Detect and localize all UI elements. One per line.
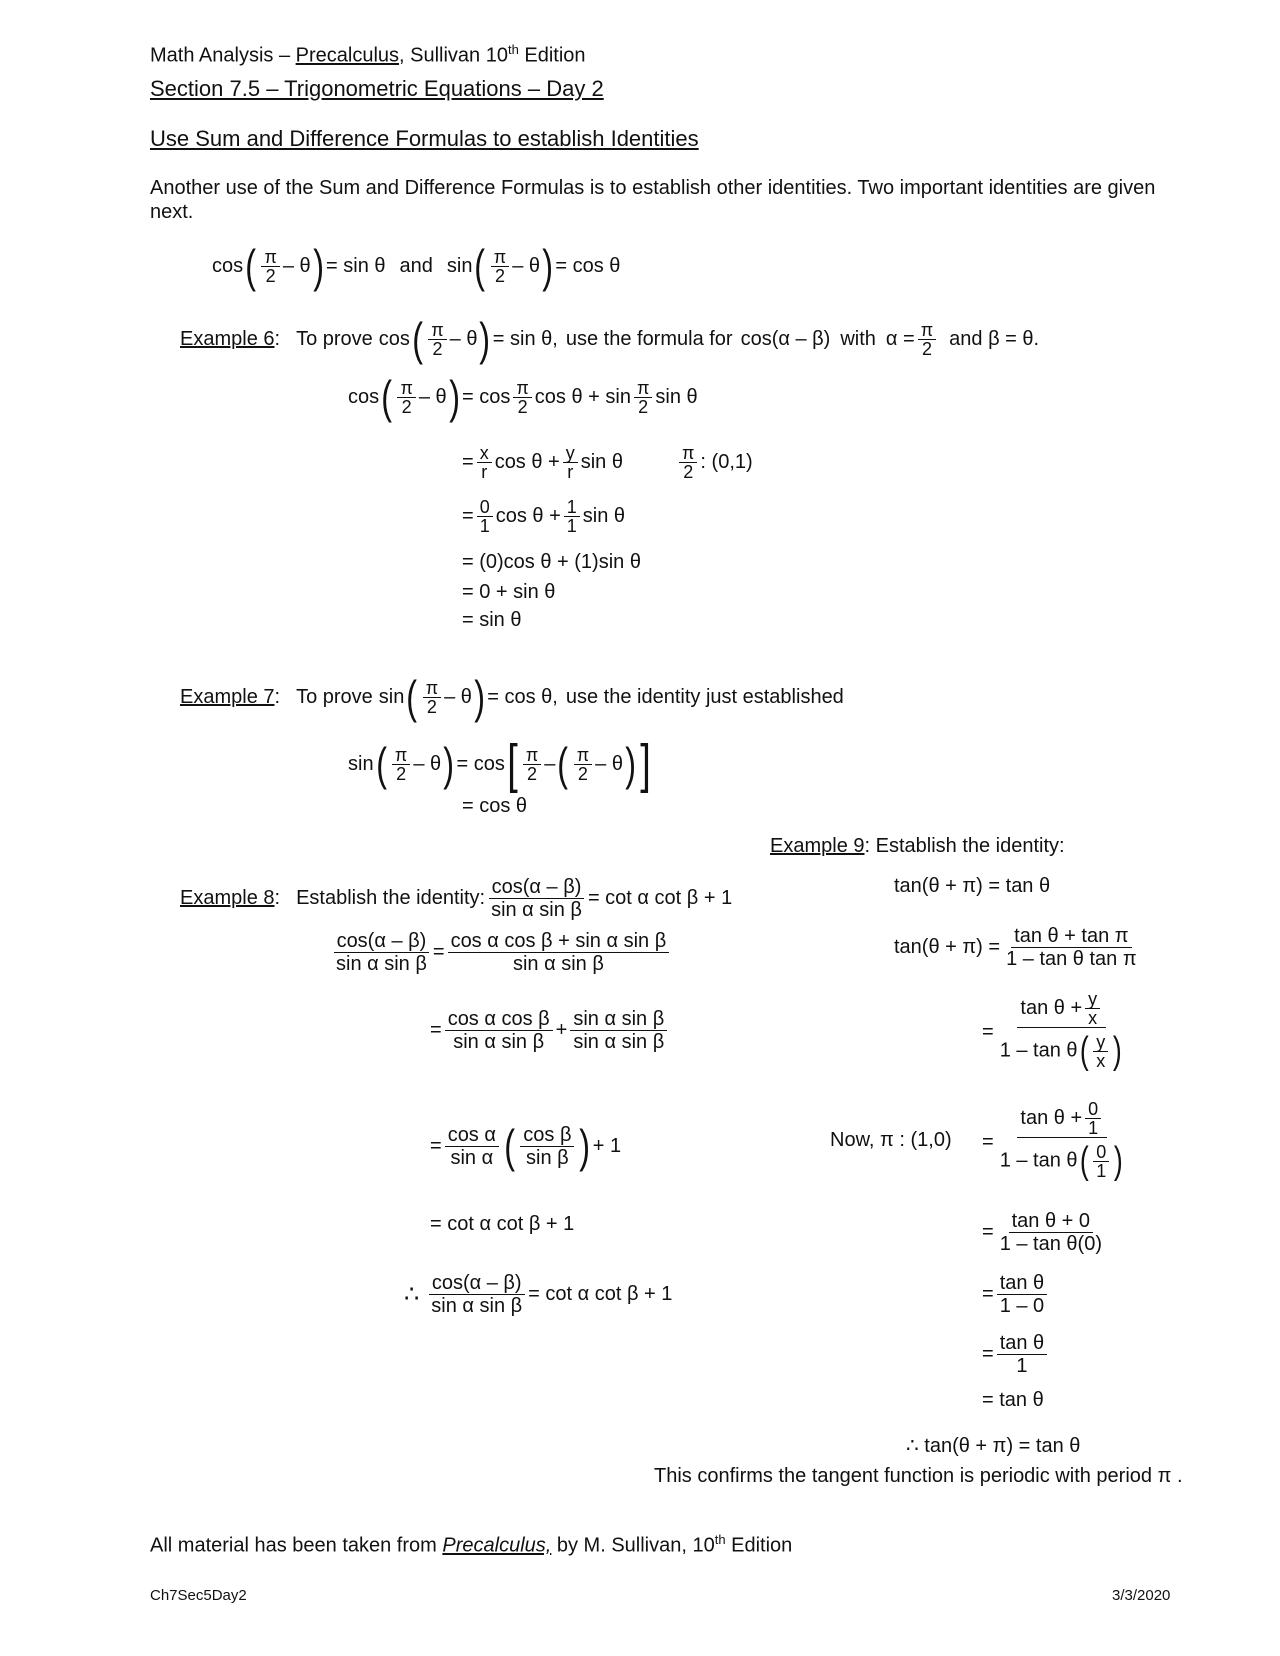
example-6-label: Example 6 xyxy=(180,327,275,350)
example-6-step-2: = $\frac{x}{r}$ cos θ + $\frac{y}{r}$ sin θ xyxy=(462,442,623,482)
cos-fn: cos xyxy=(212,254,244,277)
example-8-conclusion: ∴ $\frac{\cos(\alpha - \beta)}{\text{sin α sin β}}$ = cot α cot β + 1 xyxy=(404,1271,673,1317)
example-8-step-3: = $\frac{\text{cos α}}{\text{sin α}}$ ( $\frac{\text{cos β}}{\text{sin β}}$ ) + 1 xyxy=(430,1120,622,1172)
doc-code: Ch7Sec5Day2 xyxy=(150,1587,247,1604)
example-9-step-5: = $\frac{\text{tan θ}}{1 - 0}$ xyxy=(982,1268,1050,1320)
example-8-step-1: $\frac{\cos(\alpha - \beta)}{\text{sin α sin β}}$ = $\frac{\text{cos α cos β + sin α sin β}}{\text{sin α sin β}}$ xyxy=(330,926,672,978)
example-7-statement: Example 7 : To prove sin ( $\frac{\pi}{2}$ – θ ) = cos θ, use the identity just established xyxy=(180,671,844,723)
example-8-step-4: = cot α cot β + 1 xyxy=(430,1213,575,1235)
paren-group: ( $\frac{\pi}{2}$ – θ ) xyxy=(245,240,324,292)
example-6-step-6: = sin θ xyxy=(462,609,522,631)
example-9-identity: tan(θ + π) = tan θ xyxy=(894,875,1051,897)
example-9-step-6: = $\frac{\text{tan θ}}{1}$ xyxy=(982,1328,1050,1380)
period-note: This confirms the tangent function is periodic with period π . xyxy=(654,1465,1183,1487)
therefore-symbol: ∴ xyxy=(404,1280,420,1308)
course-sup: th xyxy=(507,42,519,57)
attribution-book: Precalculus, xyxy=(442,1534,552,1557)
example-9-step-7: = tan θ xyxy=(982,1389,1044,1411)
pi-over-2: $\frac{\pi}{2}$ xyxy=(491,248,509,285)
example-6-step-4: = (0)cos θ + (1)sin θ xyxy=(462,551,641,573)
course-prefix: Math Analysis – xyxy=(150,44,296,67)
course-book: Precalculus xyxy=(295,44,400,67)
pi-over-2: $\frac{\pi}{2}$ xyxy=(428,321,446,358)
example-9-statement: Example 9: Establish the identity: xyxy=(770,835,1065,857)
example-7-result: = cos θ xyxy=(462,795,528,817)
intro-line-1: Another use of the Sum and Difference Formulas is to establish other identities. Two important identities are given xyxy=(150,177,1156,199)
example-6-step-5: = 0 + sin θ xyxy=(462,581,556,603)
example-9-step-4: = $\frac{\text{tan θ + 0}}{\text{1 – tan θ(0)}}$ xyxy=(982,1209,1102,1255)
doc-date: 3/3/2020 xyxy=(1112,1587,1171,1604)
example-7-label: Example 7 xyxy=(180,685,275,708)
subheading: Use Sum and Difference Formulas to establish Identities xyxy=(150,126,699,151)
section-title: Section 7.5 – Trigonometric Equations – Day 2 xyxy=(150,76,604,101)
example-9-label: Example 9 xyxy=(770,835,865,857)
example-9-step-2: = tan θ + $\frac{y}{x}$ 1 – tan θ ( $\frac{y}{x}$ ) xyxy=(982,989,1122,1072)
example-6-statement: Example 6 : To prove cos ( $\frac{\pi}{2}$ – θ ) = sin θ, use the formula for cos(α – β) with α = $\frac{\pi}{2}$ and β = θ. xyxy=(180,313,1040,365)
example-9-step-1: tan(θ + π) = $\frac{\text{tan θ + tan π}}{\text{1 – tan θ tan π}}$ xyxy=(894,924,1137,970)
course-suffix: , Sullivan 10 xyxy=(399,44,508,67)
paren-group: ( $\frac{\pi}{2}$ – θ ) xyxy=(474,240,554,292)
example-8-label: Example 8 xyxy=(180,886,275,909)
example-7-step-1: sin ( $\frac{\pi}{2}$ – θ ) = cos [ $\frac{\pi}{2}$ – ( $\frac{\pi}{2}$ – θ ) ] xyxy=(348,734,652,794)
example-6-step-1: cos ( $\frac{\pi}{2}$ – θ ) = cos $\frac{\pi}{2}$ cos θ + sin $\frac{\pi}{2}$ sin θ xyxy=(348,371,698,423)
example-9-step-3: = tan θ + $\frac{0}{1}$ 1 – tan θ ( $\frac{0}{1}$ ) xyxy=(982,1099,1123,1182)
example-6-point-note: $\frac{\pi}{2}$ : (0,1) xyxy=(676,440,753,484)
cofunction-identities: cos ( $\frac{\pi}{2}$ – θ ) = sin θ and sin ( $\frac{\pi}{2}$ – θ ) = cos θ xyxy=(212,240,621,292)
example-8-step-2: = $\frac{\text{cos α cos β}}{\text{sin α sin β}}$ + $\frac{\text{sin α sin β}}{\text{sin α sin β}}$ xyxy=(430,1004,670,1056)
pi-over-2: $\frac{\pi}{2}$ xyxy=(918,321,936,358)
example-6-step-3: = $\frac{0}{1}$ cos θ + $\frac{1}{1}$ sin θ xyxy=(462,496,626,536)
example-8-statement: Example 8 : Establish the identity: $\frac{\cos(\alpha - \beta)}{\text{sin α sin β}}$ = cot α cot β + 1 xyxy=(180,875,733,921)
course-header xyxy=(150,38,586,68)
course-end: Edition xyxy=(518,44,586,67)
pi-over-2: $\frac{\pi}{2}$ xyxy=(261,248,279,285)
intro-line-2: next. xyxy=(150,201,194,223)
now-pi-point: Now, π : (1,0) xyxy=(830,1129,952,1151)
example-9-conclusion: ∴ tan(θ + π) = tan θ xyxy=(906,1435,1081,1457)
attribution: All material has been taken from Precalculus, by M. Sullivan, 10th Edition xyxy=(150,1532,793,1557)
